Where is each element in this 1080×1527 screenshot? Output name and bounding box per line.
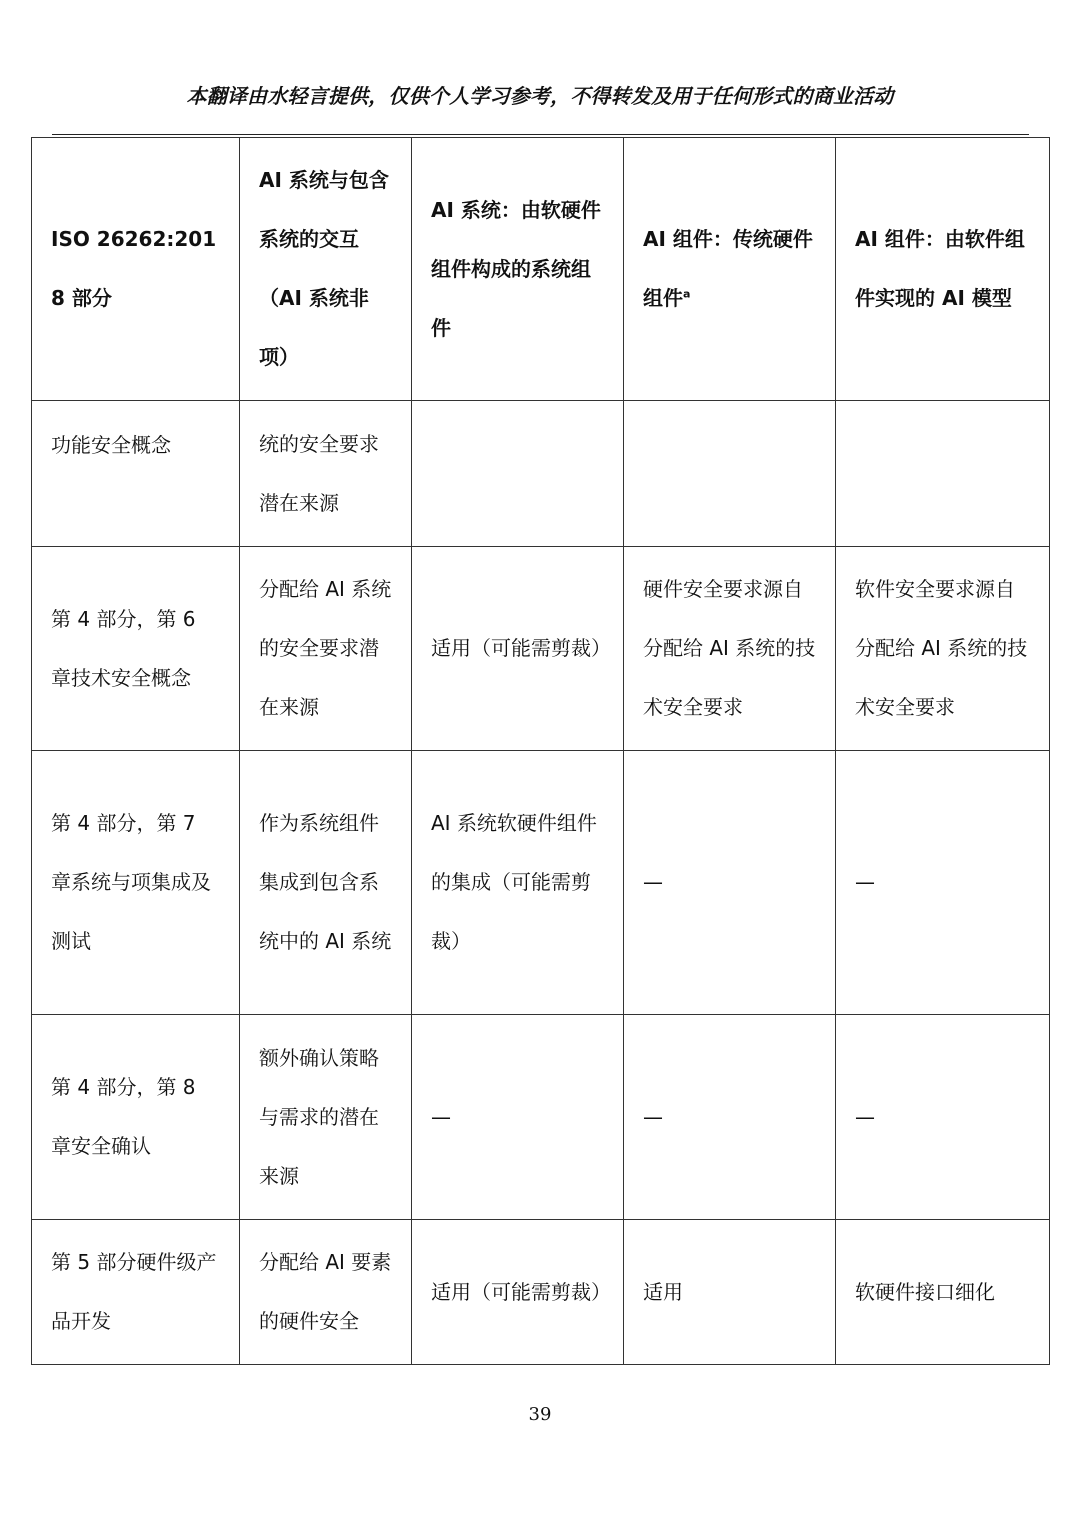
page-number: 39 (528, 1404, 552, 1425)
table-cell: 适用（可能需剪裁） (412, 1220, 624, 1365)
table-cell: 适用（可能需剪裁） (412, 547, 624, 751)
header-iso-part: ISO 26262:2018 部分 (32, 138, 240, 401)
table-cell: — (836, 751, 1050, 1015)
table-cell: 硬件安全要求源自分配给 AI 系统的技术安全要求 (624, 547, 836, 751)
table-row (32, 401, 1050, 547)
table-cell: — (624, 751, 836, 1015)
footnote-marker: a (683, 287, 691, 301)
table-cell: — (836, 1015, 1050, 1220)
table-cell: 第 4 部分，第 6 章技术安全概念 (32, 547, 240, 751)
table-cell: 额外确认策略与需求的潜在来源 (240, 1015, 412, 1220)
header-ai-model-component: AI 组件：由软件组件实现的 AI 模型 (836, 138, 1050, 401)
header-divider (52, 134, 1029, 135)
table-header-row (32, 138, 1050, 401)
table-cell (412, 401, 624, 547)
iso-26262-mapping-table (31, 137, 1050, 1365)
table-cell: AI 系统软硬件组件的集成（可能需剪裁） (412, 751, 624, 1015)
table-cell: 第 4 部分，第 8 章安全确认 (32, 1015, 240, 1220)
table-cell: 统的安全要求潜在来源 (240, 401, 412, 547)
table-row (32, 547, 1050, 751)
table-row (32, 1015, 1050, 1220)
table-row (32, 1220, 1050, 1365)
table-cell: 分配给 AI 系统的安全要求潜在来源 (240, 547, 412, 751)
table-cell: — (624, 1015, 836, 1220)
table-row (32, 751, 1050, 1015)
table-cell: 第 5 部分硬件级产品开发 (32, 1220, 240, 1365)
table-cell: 作为系统组件集成到包含系统中的 AI 系统 (240, 751, 412, 1015)
header-ai-hardware-component (624, 138, 836, 401)
table-cell: 分配给 AI 要素的硬件安全 (240, 1220, 412, 1365)
table-cell (836, 401, 1050, 547)
header-ai-system-interaction: AI 系统与包含系统的交互（AI 系统非项） (240, 138, 412, 401)
table-cell: 软件安全要求源自分配给 AI 系统的技术安全要求 (836, 547, 1050, 751)
copyright-notice: 本翻译由水轻言提供，仅供个人学习参考，不得转发及用于任何形式的商业活动 (186, 84, 894, 108)
table-cell (624, 401, 836, 547)
header-ai-system-component: AI 系统：由软硬件组件构成的系统组件 (412, 138, 624, 401)
table-cell: 第 4 部分，第 7 章系统与项集成及测试 (32, 751, 240, 1015)
header-ai-hardware-component-text: AI 组件：传统硬件组件 (643, 227, 813, 310)
table-cell: 软硬件接口细化 (836, 1220, 1050, 1365)
table-cell: 适用 (624, 1220, 836, 1365)
table-cell: 功能安全概念 (32, 401, 240, 547)
table-cell: — (412, 1015, 624, 1220)
